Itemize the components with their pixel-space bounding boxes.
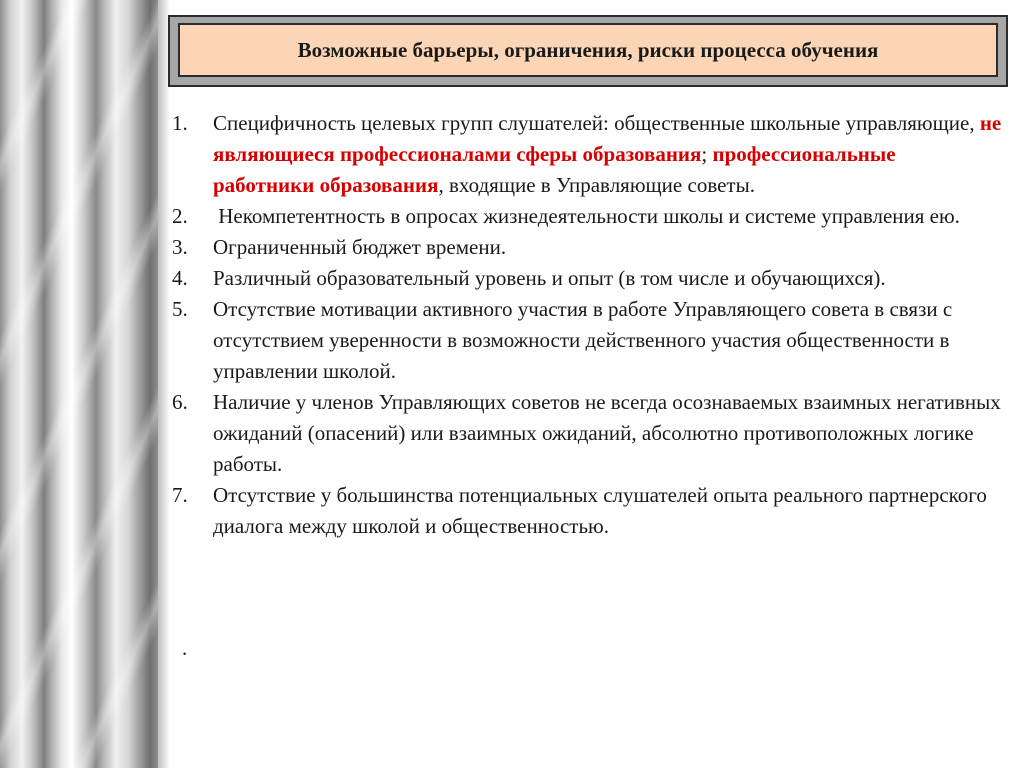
item-text: Некомпетентность в опросах жизнедеятельности школы и системе управления ею. [213,204,960,228]
item-number: 5. [172,297,188,321]
list-item [172,480,1002,542]
list-item [172,201,1002,232]
item-number: 6. [172,390,188,414]
item-number: 4. [172,266,188,290]
item-text-part: Специфичность целевых групп слушателей: общественные школьные управляющие, [213,111,980,135]
title-frame [168,15,1008,87]
item-number: 7. [172,483,188,507]
list-item [172,232,1002,263]
list-item [172,263,1002,294]
column-shadow [158,0,170,768]
title-box [178,23,998,77]
item-number: 2. [172,204,188,228]
item-text: Отсутствие мотивации активного участия в работе Управляющего совета в связи с отсутствием уверенности в возможности действенного участия общественности в управлении школой. [213,297,953,383]
list-item [172,387,1002,480]
list-item [172,108,1002,201]
highlight-professionals: профессиональные работники образования [213,142,896,197]
item-number: 3. [172,235,188,259]
left-decorative-column [0,0,158,768]
item-number: 1. [172,111,188,135]
item-text-part: , входящие в Управляющие советы. [438,173,755,197]
item-text: Наличие у членов Управляющих советов не всегда осознаваемых взаимных негативных ожиданий (опасений) или взаимных ожиданий, абсолютно противоположных логике работы. [213,390,1001,476]
list-item [172,294,1002,387]
item-text: Ограниченный бюджет времени. [213,235,507,259]
item-text: Различный образовательный уровень и опыт (в том числе и обучающихся). [213,266,886,290]
trailing-dot: . [182,636,188,660]
item-text: Отсутствие у большинства потенциальных слушателей опыта реального партнерского диалога между школой и общественностью. [213,483,987,538]
highlight-non-professionals: не являющиеся профессионалами сферы образования [213,111,1002,166]
slide-title: Возможные барьеры, ограничения, риски процесса обучения [297,37,879,62]
barriers-list [172,108,1002,542]
item-text-part: ; [701,142,713,166]
item-text [213,108,1002,201]
